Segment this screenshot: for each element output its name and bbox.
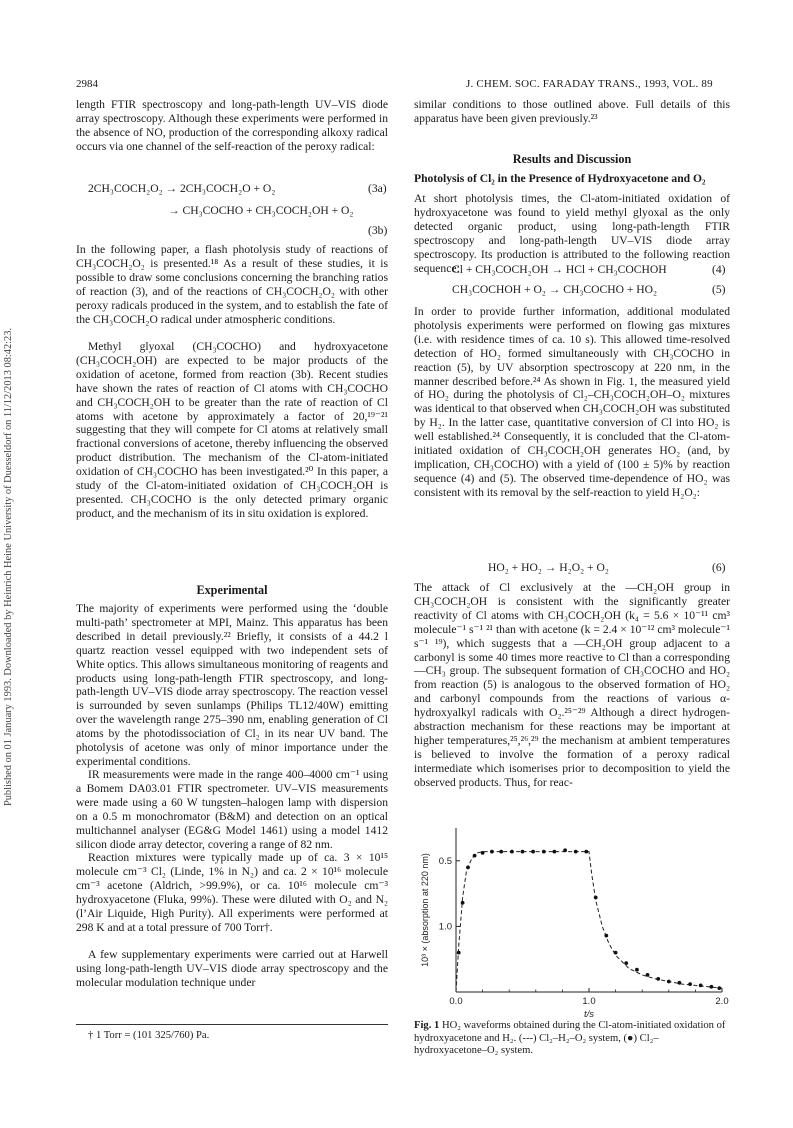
data-point-hydroxyacetone [624, 961, 628, 965]
data-point-hydroxyacetone [521, 850, 525, 854]
right-para-3: In order to provide further information, additional modulated photolysis experiments were performed on flowing gas mixtures (i.e. with residence times of ca. 10 s). This allowed time-resolved detection of HO₂ formed simultaneously with CH₃COCHO in reaction (5), by UV absorption spectroscopy at 220 nm, in the manner described before.²⁴ As shown in Fig. 1, the measured yield of HO₂ during the photolysis of Cl₂–CH₃COCH₂OH–O₂ mixtures was identical to that observed when CH₃COCH₂OH was substituted by H₂. In the latter case, quantitative conversion of Cl into HO₂ is well established.²⁴ Consequently, it is concluded that the Cl-atom-initiated oxidation of CH₃COCH₂OH generates HO₂ (and, by implication, CH₃COCHO) with a yield of (100 ± 5)% by reaction sequence (4) and (5). The observed time-dependence of HO₂ was consistent with its removal by the self-reaction to yield H₂O₂: [414, 305, 730, 499]
equation-6-number: (6) [712, 561, 726, 574]
equation-5: CH₃COCHOH + O₂ → CH₃COCHO + HO₂ [452, 283, 658, 296]
results-heading: Results and Discussion [512, 152, 632, 166]
left-para-2: In the following paper, a flash photolysis study of reactions of CH₃COCH₂O₂ is presented.¹⁸ As a result of these studies, it is possible to draw some conclusions concerning the branching ratios of reaction (3), and of the reactions of CH₃COCH₂O₂ with other peroxy radicals produced in the system, and to establish the fate of the CH₃COCH₂O radical under atmospheric conditions. [76, 243, 388, 326]
data-point-hydroxyacetone [678, 981, 682, 985]
results-subheading: Photolysis of Cl₂ in the Presence of Hydroxyacetone and O₂ [414, 172, 706, 185]
left-para-1: length FTIR spectroscopy and long-path-length UV–VIS diode array spectroscopy. Although these experiments were performed in the absence of NO, production of the corresponding alkoxy radical occurs via one channel of the self-reaction of the peroxy radical: [76, 98, 388, 153]
figure-caption-text: HO₂ waveforms obtained during the Cl-atom-initiated oxidation of hydroxyacetone and H₂. (---) Cl₂–H₂–O₂ system, (●) Cl₂–hydroxyacetone–O₂ system. [414, 1020, 726, 1057]
data-point-hydroxyacetone [542, 850, 546, 854]
y-tick-label: 0.5 [438, 855, 452, 867]
data-point-hydroxyacetone [584, 850, 588, 854]
data-point-hydroxyacetone [656, 977, 660, 981]
hox-waveform-chart [414, 820, 744, 1020]
data-point-hydroxyacetone [563, 848, 567, 852]
data-point-hydroxyacetone [473, 854, 477, 858]
right-para-4: The attack of Cl exclusively at the —CH₂OH group in CH₃COCH₂OH is consistent with the significantly greater reactivity of Cl atoms with CH₃COCH₂OH (k₄ = 5.6 × 10⁻¹¹ cm³ molecule⁻¹ s⁻¹ ²¹ than with acetone (k = 2.4 × 10⁻¹² cm³ molecule⁻¹ s⁻¹ ¹⁹), which suggests that a —CH₂OH group adjacent to a carbonyl is some 40 times more reactive to Cl than a corresponding —CH₃ group. The subsequent formation of CH₃COCHO and HO₂ from reaction (5) is analogous to the observed formation of HO₂ and carbonyl compounds from the reactions of various α-hydroxyalkyl radicals with O₂.²⁵⁻²⁹ Although a direct hydrogen-abstraction mechanism for these reactions may be important at higher temperatures,²⁵,²⁶,²⁹ the mechanism at ambient temperatures is believed to involve the formation of a peroxy radical intermediate which isomerises prior to decomposition to yield the observed products. Thus, for reac- [414, 581, 730, 789]
page-number: 2984 [76, 78, 98, 90]
data-point-hydroxyacetone [667, 980, 671, 984]
data-point-hydroxyacetone [457, 951, 461, 955]
equation-4: Cl + CH₃COCH₂OH → HCl + CH₃COCHOH [452, 263, 667, 276]
footnote: † 1 Torr = (101 325/760) Pa. [88, 1030, 210, 1041]
download-note: Published on 01 January 1993. Downloaded by Heinrich Heine University of Duesseldorf on 11/12/2013 08:42:23. [3, 327, 14, 807]
right-para-2: At short photolysis times, the Cl-atom-initiated oxidation of hydroxyacetone was found to yield methyl glyoxal as the only detected organic product, using long-path-length FTIR spectroscopy and long-path-length UV–VIS diode array spectroscopy. Its production is attributed to the following reaction sequence: [414, 192, 730, 275]
data-point-hydroxyacetone [531, 850, 535, 854]
equation-3a-number: (3a) [368, 182, 387, 195]
data-point-hydroxyacetone [614, 951, 618, 955]
right-para-1: similar conditions to those outlined above. Full details of this apparatus have been given previously.²³ [414, 98, 730, 125]
equation-5-number: (5) [712, 283, 726, 296]
data-point-hydroxyacetone [604, 934, 608, 938]
data-point-hydroxyacetone [490, 850, 494, 854]
data-point-hydroxyacetone [574, 850, 578, 854]
data-point-hydroxyacetone [461, 901, 465, 905]
equation-3b: → CH₃COCHO + CH₃COCH₂OH + O₂ [168, 204, 354, 217]
x-tick-label: 0.0 [449, 996, 463, 1007]
equation-3b-number: (3b) [368, 224, 388, 237]
data-point-hydroxyacetone [710, 985, 714, 989]
series-line-h2 [456, 852, 722, 992]
x-tick-label: 2.0 [715, 996, 729, 1007]
data-point-hydroxyacetone [466, 866, 470, 870]
left-para-3: Methyl glyoxal (CH₃COCHO) and hydroxyacetone (CH₃COCH₂OH) are expected to be major products of the oxidation of acetone, formed from reaction (3b). Recent studies have shown the rates of reaction of Cl atoms with CH₃COCHO and CH₃COCH₂OH to be greater than the rate of reaction of Cl atoms with acetone by approximately a factor of 20,¹⁹⁻²¹ suggesting that they will compete for Cl atoms at relatively small fractional conversions of acetone, thereby influencing the observed product distribution. The mechanism of the Cl-atom-initiated oxidation of CH₃COCHO has been investigated.²⁰ In this paper, a study of the Cl-atom-initiated oxidation of CH₃COCH₂OH is presented. CH₃COCHO is the only detected primary organic product, and the mechanism of its in situ oxidation is explored. [76, 340, 388, 520]
y-tick-label: 1.0 [438, 921, 452, 933]
figure-caption [414, 1020, 730, 1058]
figure-caption-label: Fig. 1 [414, 1020, 440, 1031]
experimental-heading: Experimental [196, 583, 268, 597]
data-point-hydroxyacetone [635, 968, 639, 972]
x-tick-label: 1.0 [582, 996, 596, 1007]
journal-header: J. CHEM. SOC. FARADAY TRANS., 1993, VOL. 89 [466, 78, 713, 90]
data-point-hydroxyacetone [646, 973, 650, 977]
data-point-hydroxyacetone [594, 896, 598, 900]
data-point-hydroxyacetone [553, 850, 557, 854]
data-point-hydroxyacetone [481, 851, 485, 855]
data-point-hydroxyacetone [699, 984, 703, 988]
equation-4-number: (4) [712, 263, 726, 276]
equation-3a: 2CH₃COCH₂O₂ → 2CH₃COCH₂O + O₂ [88, 182, 276, 195]
data-point-hydroxyacetone [717, 986, 721, 990]
data-point-hydroxyacetone [499, 850, 503, 854]
data-point-hydroxyacetone [510, 850, 514, 854]
left-para-7: A few supplementary experiments were carried out at Harwell using long-path-length UV–VIS diode array spectroscopy and the molecular modulation technique under [76, 948, 388, 989]
left-para-4: The majority of experiments were performed using the ‘double multi-path’ spectrometer at MPI, Mainz. This apparatus has been described in detail previously.²² Briefly, it consists of a 44.2 l quartz reaction vessel equipped with two independent sets of White optics. This allows simultaneous monitoring of reagents and products using long-path-length FTIR spectroscopy, and long-path-length UV–VIS diode array spectroscopy. The reaction vessel is surrounded by seven sunlamps (Philips TL12/40W) emitting over the wavelength range 275–390 nm, enabling generation of Cl atoms by the photodissociation of Cl₂ in its near UV band. The photolysis of acetone was only of minor importance under the experimental conditions. [76, 602, 388, 768]
data-point-hydroxyacetone [688, 982, 692, 986]
y-axis-label: 10³ × (absorption at 220 nm) [420, 853, 430, 967]
x-axis-label: t/s [583, 1009, 595, 1020]
left-para-6: Reaction mixtures were typically made up of ca. 3 × 10¹⁵ molecule cm⁻³ Cl₂ (Linde, 1% in N₂) and ca. 2 × 10¹⁶ molecule cm⁻³ acetone (Aldrich, >99.9%), or ca. 10¹⁶ molecule cm⁻³ hydroxyacetone (Fluka, 99%). These were diluted with O₂ and N₂ (l’Air Liquide, High Purity). All experiments were performed at 298 K and at a total pressure of 700 Torr†. [76, 851, 388, 934]
left-para-5: IR measurements were made in the range 400–4000 cm⁻¹ using a Bomem DA03.01 FTIR spectrometer. UV–VIS measurements were made using a 60 W tungsten–halogen lamp with dispersion on a 0.5 m monochromator (B&M) and detection on an optical multichannel analyser (EG&G Model 1461) using a model 1412 silicon diode array detector, covering a range of 82 nm. [76, 768, 388, 851]
equation-6: HO₂ + HO₂ → H₂O₂ + O₂ [488, 561, 609, 574]
footnote-rule [76, 1024, 388, 1025]
